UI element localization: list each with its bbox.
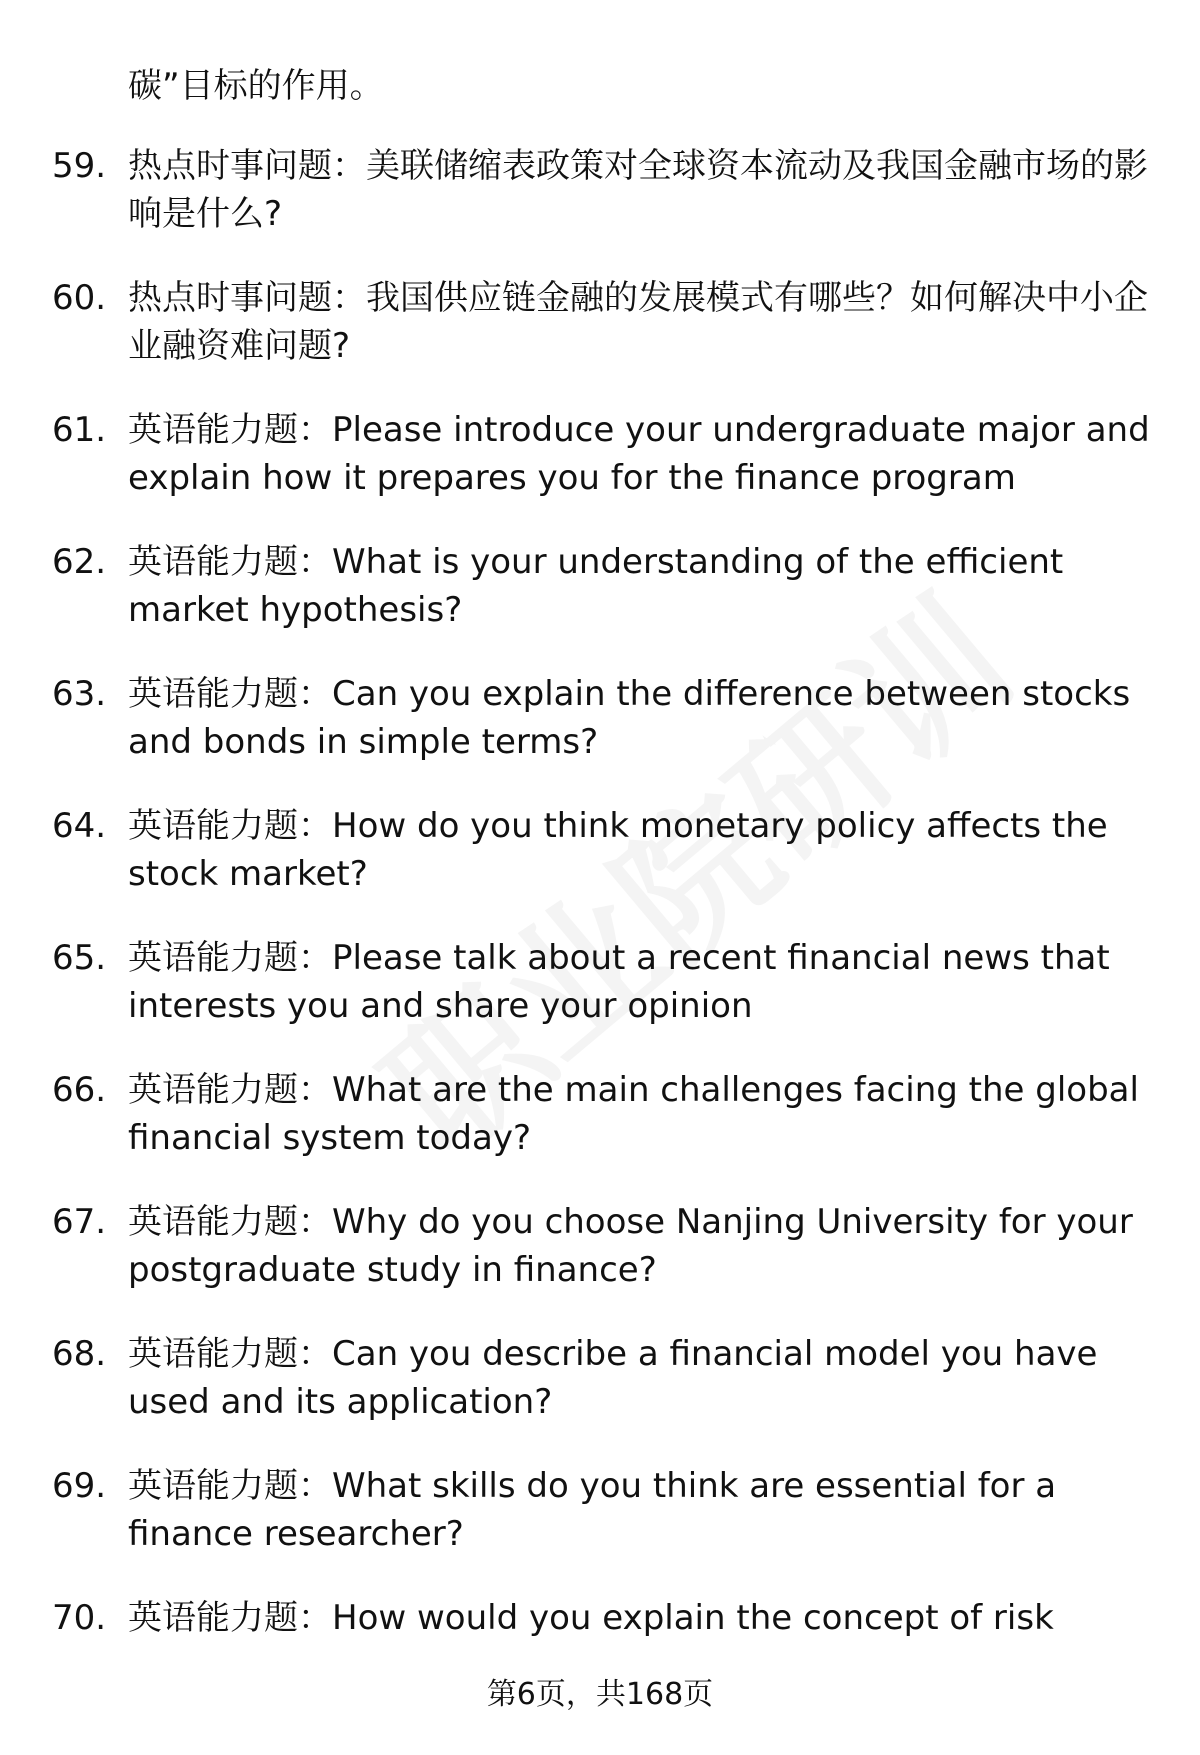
continuation-text: 碳”目标的作用。 [128,66,384,106]
question-number: 60. [52,278,107,318]
question-text: 英语能力题：What is your understanding of the efficient market hypothesis? [128,542,1064,630]
question-text: 英语能力题：What are the main challenges facing the global financial system today? [128,1070,1139,1158]
question-text: 英语能力题：Please talk about a recent financial news that interests you and share your opinion [128,938,1110,1026]
list-item [0,142,1200,274]
list-item [0,406,1200,538]
list-item [0,1066,1200,1198]
list-item [0,1330,1200,1462]
question-text: 英语能力题：Why do you choose Nanjing University for your postgraduate study in finance? [128,1202,1133,1290]
list-item [0,802,1200,934]
question-number: 59. [52,146,107,186]
question-text: 英语能力题：How do you think monetary policy affects the stock market? [128,806,1108,894]
question-number: 61. [52,410,107,450]
question-text: 英语能力题：How would you explain the concept of risk [128,1598,1054,1638]
page-footer: 第6页，共168页 [486,1677,714,1712]
question-number: 66. [52,1070,107,1110]
list-item [0,1462,1200,1594]
question-text: 英语能力题：Please introduce your undergraduate major and explain how it prepares you for the finance program [128,410,1150,498]
question-number: 62. [52,542,107,582]
question-list [0,142,1200,1726]
question-text: 热点时事问题：美联储缩表政策对全球资本流动及我国金融市场的影响是什么? [128,146,1148,234]
question-text: 英语能力题：What skills do you think are essential for a finance researcher? [128,1466,1057,1554]
question-text: 英语能力题：Can you explain the difference between stocks and bonds in simple terms? [128,674,1131,762]
question-number: 64. [52,806,107,846]
list-item [0,1198,1200,1330]
list-item [0,538,1200,670]
question-number: 69. [52,1466,107,1506]
question-number: 67. [52,1202,107,1242]
question-text: 热点时事问题：我国供应链金融的发展模式有哪些？如何解决中小企业融资难问题? [128,278,1148,366]
question-number: 68. [52,1334,107,1374]
question-number: 63. [52,674,107,714]
question-number: 70. [52,1598,107,1638]
list-item [0,670,1200,802]
question-number: 65. [52,938,107,978]
question-text: 英语能力题：Can you describe a financial model you have used and its application? [128,1334,1098,1422]
list-item [0,934,1200,1066]
list-item [0,274,1200,406]
